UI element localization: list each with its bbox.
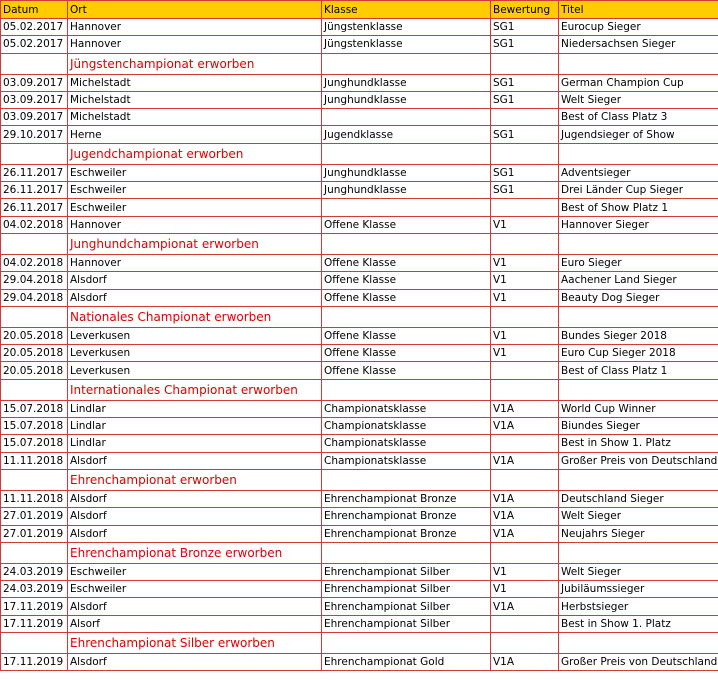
cell-ort: Eschweiler [68,199,322,216]
cell-titel: Biundes Sieger [559,418,718,435]
cell-empty [559,542,718,563]
cell-bewertung: V1 [491,254,559,271]
cell-ort: Leverkusen [68,327,322,344]
cell-ort: Hannover [68,19,322,36]
table-row [1,563,718,580]
cell-datum: 20.05.2018 [1,345,68,362]
cell-bewertung: V1 [491,272,559,289]
cell-datum: 15.07.2018 [1,400,68,417]
cell-titel: Aachener Land Sieger [559,272,718,289]
cell-titel: Best of Class Platz 1 [559,362,718,379]
cell-empty [1,233,68,254]
cell-datum: 04.02.2018 [1,216,68,233]
cell-bewertung: V1A [491,654,559,671]
table-row [1,272,718,289]
cell-bewertung [491,199,559,216]
header-klasse: Klasse [322,1,491,19]
cell-klasse: Offene Klasse [322,289,491,306]
cell-datum: 29.10.2017 [1,126,68,143]
table-row [1,435,718,452]
cell-empty [491,633,559,654]
cell-ort: Michelstadt [68,74,322,91]
championship-row [1,633,718,654]
cell-titel: Bundes Sieger 2018 [559,327,718,344]
cell-titel: Jugendsieger of Show [559,126,718,143]
championship-row [1,306,718,327]
cell-empty [491,306,559,327]
cell-titel: Adventsieger [559,164,718,181]
cell-titel: Niedersachsen Sieger [559,36,718,53]
cell-datum: 27.01.2019 [1,525,68,542]
cell-empty [322,633,491,654]
cell-datum: 05.02.2017 [1,36,68,53]
cell-bewertung: SG1 [491,74,559,91]
championship-row [1,542,718,563]
cell-ort: Hannover [68,216,322,233]
cell-datum: 26.11.2017 [1,164,68,181]
cell-bewertung: V1 [491,289,559,306]
cell-titel: Jubiläumssieger [559,581,718,598]
table-row [1,164,718,181]
cell-ort: Alsdorf [68,452,322,469]
cell-bewertung: SG1 [491,126,559,143]
cell-ort: Eschweiler [68,563,322,580]
cell-klasse: Ehrenchampionat Silber [322,563,491,580]
cell-klasse: Championatsklasse [322,418,491,435]
cell-datum: 20.05.2018 [1,327,68,344]
cell-ort: Alsdorf [68,525,322,542]
cell-titel: Neujahrs Sieger [559,525,718,542]
table-row [1,581,718,598]
cell-empty [322,53,491,74]
cell-titel: Deutschland Sieger [559,490,718,507]
cell-titel: Hannover Sieger [559,216,718,233]
cell-klasse: Offene Klasse [322,272,491,289]
table-row [1,91,718,108]
cell-datum: 11.11.2018 [1,452,68,469]
cell-bewertung: SG1 [491,182,559,199]
cell-datum: 20.05.2018 [1,362,68,379]
cell-empty [559,379,718,400]
cell-titel: Euro Sieger [559,254,718,271]
championship-label: Junghundchampionat erworben [68,233,322,254]
cell-klasse: Jüngstenklasse [322,19,491,36]
cell-datum: 17.11.2019 [1,654,68,671]
table-row [1,490,718,507]
cell-bewertung: SG1 [491,36,559,53]
championship-row [1,233,718,254]
cell-empty [322,379,491,400]
header-datum: Datum [1,1,68,19]
cell-klasse: Ehrenchampionat Bronze [322,508,491,525]
championship-row [1,143,718,164]
cell-klasse [322,109,491,126]
cell-titel: Best of Class Platz 3 [559,109,718,126]
championship-label: Nationales Championat erworben [68,306,322,327]
cell-empty [322,542,491,563]
table-row [1,19,718,36]
cell-datum: 26.11.2017 [1,182,68,199]
cell-titel: Best in Show 1. Platz [559,435,718,452]
cell-ort: Alsdorf [68,289,322,306]
cell-datum: 03.09.2017 [1,109,68,126]
cell-klasse: Offene Klasse [322,216,491,233]
cell-datum: 26.11.2017 [1,199,68,216]
championship-label: Ehrenchampionat erworben [68,469,322,490]
cell-bewertung: V1A [491,418,559,435]
cell-titel: Herbstsieger [559,598,718,615]
cell-empty [322,233,491,254]
cell-datum: 15.07.2018 [1,435,68,452]
cell-empty [559,53,718,74]
cell-ort: Eschweiler [68,581,322,598]
cell-titel: German Champion Cup [559,74,718,91]
cell-klasse: Offene Klasse [322,254,491,271]
cell-bewertung: V1 [491,581,559,598]
cell-ort: Lindlar [68,435,322,452]
cell-empty [1,379,68,400]
cell-empty [491,379,559,400]
table-row [1,289,718,306]
cell-bewertung [491,109,559,126]
cell-ort: Alsdorf [68,598,322,615]
table-row [1,74,718,91]
cell-empty [1,306,68,327]
cell-empty [559,633,718,654]
cell-klasse: Junghundklasse [322,91,491,108]
cell-ort: Lindlar [68,418,322,435]
table-row [1,525,718,542]
cell-ort: Alsdorf [68,490,322,507]
cell-ort: Herne [68,126,322,143]
cell-empty [491,233,559,254]
cell-titel: World Cup Winner [559,400,718,417]
cell-empty [559,306,718,327]
cell-klasse: Ehrenchampionat Silber [322,581,491,598]
cell-empty [322,306,491,327]
cell-klasse: Ehrenchampionat Bronze [322,490,491,507]
table-row [1,126,718,143]
cell-bewertung [491,362,559,379]
table-row [1,452,718,469]
championship-label: Ehrenchampionat Bronze erworben [68,542,322,563]
cell-klasse: Ehrenchampionat Silber [322,598,491,615]
cell-ort: Michelstadt [68,91,322,108]
cell-klasse [322,199,491,216]
cell-bewertung: SG1 [491,19,559,36]
header-ort: Ort [68,1,322,19]
cell-klasse: Championatsklasse [322,400,491,417]
championship-row [1,379,718,400]
table-row [1,199,718,216]
cell-ort: Alsdorf [68,654,322,671]
cell-bewertung: V1A [491,508,559,525]
table-row [1,182,718,199]
cell-empty [491,469,559,490]
cell-empty [491,143,559,164]
cell-bewertung: V1A [491,490,559,507]
table-row [1,615,718,632]
cell-klasse: Junghundklasse [322,74,491,91]
cell-datum: 24.03.2019 [1,581,68,598]
cell-titel: Welt Sieger [559,91,718,108]
cell-titel: Beauty Dog Sieger [559,289,718,306]
cell-ort: Leverkusen [68,345,322,362]
cell-datum: 11.11.2018 [1,490,68,507]
championship-label: Jüngstenchampionat erworben [68,53,322,74]
cell-empty [559,233,718,254]
cell-datum: 17.11.2019 [1,615,68,632]
table-row [1,400,718,417]
cell-titel: Best in Show 1. Platz [559,615,718,632]
cell-empty [322,143,491,164]
table-row [1,254,718,271]
cell-datum: 05.02.2017 [1,19,68,36]
cell-bewertung: V1 [491,216,559,233]
cell-klasse: Junghundklasse [322,182,491,199]
cell-klasse: Championatsklasse [322,435,491,452]
cell-klasse: Offene Klasse [322,345,491,362]
cell-titel: Welt Sieger [559,508,718,525]
championship-label: Internationales Championat erworben [68,379,322,400]
cell-datum: 03.09.2017 [1,91,68,108]
cell-empty [1,633,68,654]
cell-titel: Großer Preis von Deutschland [559,452,718,469]
table-row [1,345,718,362]
cell-bewertung: V1A [491,598,559,615]
cell-ort: Hannover [68,254,322,271]
table-row [1,216,718,233]
header-bewertung: Bewertung [491,1,559,19]
table-row [1,654,718,671]
cell-empty [491,53,559,74]
cell-empty [1,143,68,164]
cell-empty [1,469,68,490]
table-row [1,508,718,525]
cell-klasse: Ehrenchampionat Bronze [322,525,491,542]
cell-ort: Eschweiler [68,164,322,181]
cell-datum: 15.07.2018 [1,418,68,435]
cell-datum: 03.09.2017 [1,74,68,91]
cell-klasse: Jugendklasse [322,126,491,143]
cell-datum: 29.04.2018 [1,272,68,289]
cell-klasse: Ehrenchampionat Gold [322,654,491,671]
cell-ort: Alsorf [68,615,322,632]
championship-row [1,53,718,74]
cell-ort: Alsdorf [68,272,322,289]
cell-bewertung [491,615,559,632]
header-row [1,1,718,19]
table-row [1,36,718,53]
table-row [1,418,718,435]
cell-ort: Lindlar [68,400,322,417]
table-row [1,109,718,126]
cell-bewertung: V1A [491,400,559,417]
table-body [1,19,718,671]
cell-ort: Hannover [68,36,322,53]
cell-empty [559,143,718,164]
cell-empty [559,469,718,490]
cell-klasse: Ehrenchampionat Silber [322,615,491,632]
cell-klasse: Offene Klasse [322,362,491,379]
cell-bewertung: V1A [491,452,559,469]
cell-empty [491,542,559,563]
championship-row [1,469,718,490]
cell-titel: Drei Länder Cup Sieger [559,182,718,199]
cell-datum: 04.02.2018 [1,254,68,271]
cell-datum: 17.11.2019 [1,598,68,615]
cell-titel: Euro Cup Sieger 2018 [559,345,718,362]
cell-bewertung: V1 [491,563,559,580]
cell-datum: 27.01.2019 [1,508,68,525]
cell-bewertung: SG1 [491,164,559,181]
cell-empty [1,53,68,74]
cell-bewertung: SG1 [491,91,559,108]
table-row [1,362,718,379]
cell-klasse: Jüngstenklasse [322,36,491,53]
cell-bewertung [491,435,559,452]
cell-datum: 24.03.2019 [1,563,68,580]
cell-klasse: Offene Klasse [322,327,491,344]
cell-klasse: Junghundklasse [322,164,491,181]
cell-bewertung: V1 [491,327,559,344]
table-row [1,598,718,615]
cell-empty [1,542,68,563]
cell-titel: Best of Show Platz 1 [559,199,718,216]
cell-ort: Alsdorf [68,508,322,525]
cell-ort: Leverkusen [68,362,322,379]
cell-empty [322,469,491,490]
championship-label: Jugendchampionat erworben [68,143,322,164]
cell-titel: Großer Preis von Deutschland [559,654,718,671]
cell-bewertung: V1 [491,345,559,362]
cell-klasse: Championatsklasse [322,452,491,469]
cell-bewertung: V1A [491,525,559,542]
cell-titel: Eurocup Sieger [559,19,718,36]
cell-titel: Welt Sieger [559,563,718,580]
championship-label: Ehrenchampionat Silber erworben [68,633,322,654]
header-titel: Titel [559,1,718,19]
cell-ort: Michelstadt [68,109,322,126]
cell-datum: 29.04.2018 [1,289,68,306]
cell-ort: Eschweiler [68,182,322,199]
table-row [1,327,718,344]
